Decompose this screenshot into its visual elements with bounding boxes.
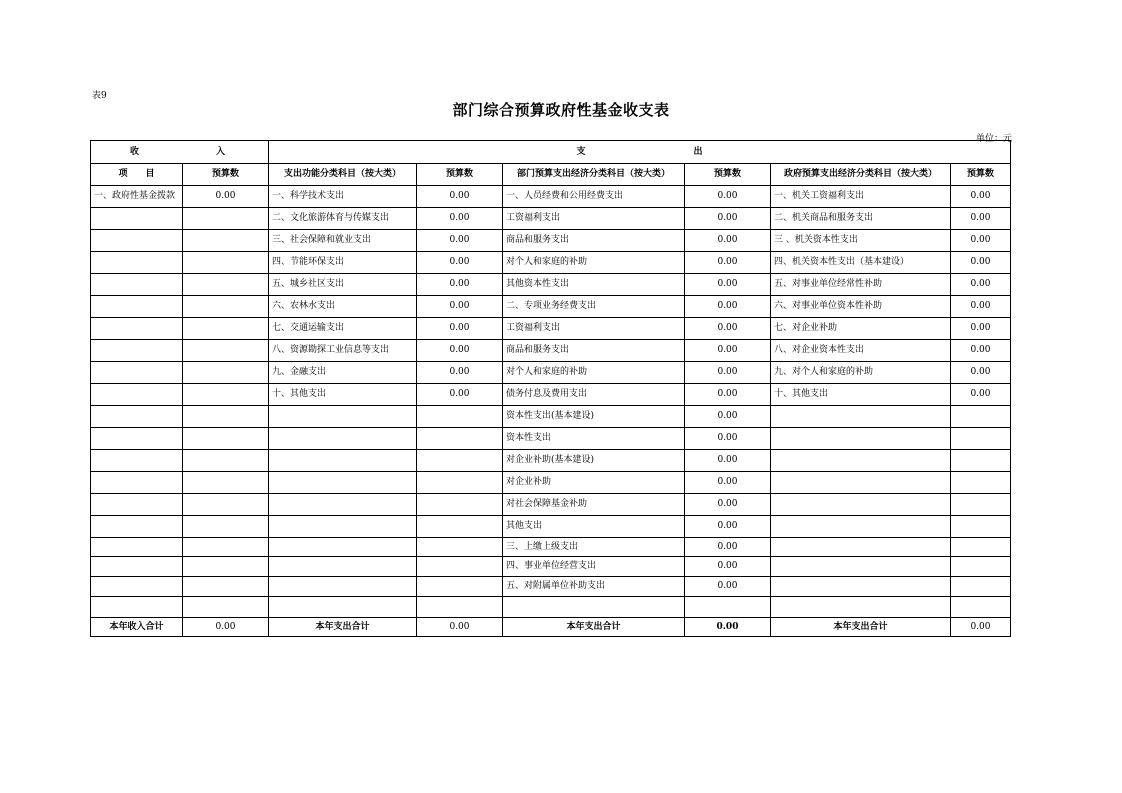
cell-dept-item: 对企业补助(基本建设) (503, 450, 685, 472)
cell-func-item (269, 516, 417, 538)
cell-dept-item: 其他资本性支出 (503, 274, 685, 296)
cell-income-item (91, 384, 183, 406)
cell-dept-item: 债务付息及费用支出 (503, 384, 685, 406)
cell-func-item: 五、城乡社区支出 (269, 274, 417, 296)
cell-dept-budget: 0.00 (685, 450, 771, 472)
cell-dept-budget: 0.00 (685, 318, 771, 340)
expense-header-char-1: 支 (576, 146, 586, 157)
col-header-budget-4: 预算数 (951, 164, 1011, 186)
cell-income-budget (183, 406, 269, 428)
cell-gov-budget: 0.00 (951, 384, 1011, 406)
total-dept-label: 本年支出合计 (503, 618, 685, 637)
cell-gov-budget (951, 538, 1011, 557)
col-header-budget-1: 预算数 (183, 164, 269, 186)
col-header-budget-2: 预算数 (417, 164, 503, 186)
total-income-value: 0.00 (183, 618, 269, 637)
cell-gov-item (771, 494, 951, 516)
cell-income-item (91, 557, 183, 577)
cell-dept-item (503, 597, 685, 618)
cell-income-item (91, 428, 183, 450)
cell-gov-budget: 0.00 (951, 362, 1011, 384)
cell-func-item (269, 472, 417, 494)
cell-func-item: 二、文化旅游体育与传媒支出 (269, 208, 417, 230)
cell-dept-budget: 0.00 (685, 406, 771, 428)
cell-gov-item: 二、机关商品和服务支出 (771, 208, 951, 230)
total-dept-value: 0.00 (685, 618, 771, 637)
table-row (91, 516, 1011, 538)
cell-income-budget (183, 230, 269, 252)
cell-dept-budget: 0.00 (685, 494, 771, 516)
cell-func-budget: 0.00 (417, 230, 503, 252)
cell-func-budget (417, 428, 503, 450)
cell-gov-budget (951, 450, 1011, 472)
cell-func-budget (417, 450, 503, 472)
cell-dept-budget: 0.00 (685, 428, 771, 450)
col-header-gov-economic: 政府预算支出经济分类科目（按大类） (771, 164, 951, 186)
income-header-char-2: 入 (215, 146, 225, 157)
cell-gov-item (771, 406, 951, 428)
cell-income-item (91, 340, 183, 362)
cell-gov-budget (951, 577, 1011, 597)
header-row-group (91, 141, 1011, 164)
table-row (91, 557, 1011, 577)
cell-func-budget: 0.00 (417, 384, 503, 406)
cell-dept-item: 二、专项业务经费支出 (503, 296, 685, 318)
cell-func-budget (417, 494, 503, 516)
cell-func-item (269, 557, 417, 577)
cell-func-item (269, 597, 417, 618)
cell-dept-item: 三、上缴上级支出 (503, 538, 685, 557)
cell-income-item (91, 450, 183, 472)
table-row (91, 428, 1011, 450)
cell-dept-budget: 0.00 (685, 340, 771, 362)
cell-dept-item: 资本性支出(基本建设) (503, 406, 685, 428)
cell-func-item: 四、节能环保支出 (269, 252, 417, 274)
expense-header-char-2: 出 (693, 146, 703, 157)
cell-gov-item (771, 577, 951, 597)
cell-dept-item: 商品和服务支出 (503, 230, 685, 252)
cell-dept-budget: 0.00 (685, 384, 771, 406)
cell-gov-item: 八、对企业资本性支出 (771, 340, 951, 362)
cell-income-budget (183, 208, 269, 230)
cell-income-item (91, 597, 183, 618)
cell-gov-budget: 0.00 (951, 230, 1011, 252)
table-row (91, 340, 1011, 362)
cell-gov-budget (951, 494, 1011, 516)
cell-func-item: 七、交通运输支出 (269, 318, 417, 340)
cell-func-budget: 0.00 (417, 208, 503, 230)
cell-func-item (269, 577, 417, 597)
cell-func-item: 六、农林水支出 (269, 296, 417, 318)
table-row (91, 252, 1011, 274)
cell-func-item: 十、其他支出 (269, 384, 417, 406)
cell-func-item (269, 494, 417, 516)
cell-func-budget: 0.00 (417, 252, 503, 274)
cell-dept-item: 资本性支出 (503, 428, 685, 450)
cell-income-budget (183, 494, 269, 516)
col-header-dept-economic: 部门预算支出经济分类科目（按大类） (503, 164, 685, 186)
income-group-header (91, 141, 269, 164)
cell-gov-item (771, 597, 951, 618)
cell-func-budget: 0.00 (417, 318, 503, 340)
cell-func-budget (417, 538, 503, 557)
cell-gov-budget: 0.00 (951, 318, 1011, 340)
table-row (91, 318, 1011, 340)
cell-gov-item: 六、对事业单位资本性补助 (771, 296, 951, 318)
cell-gov-item: 四、机关资本性支出（基本建设） (771, 252, 951, 274)
table-row (91, 577, 1011, 597)
cell-dept-budget: 0.00 (685, 252, 771, 274)
cell-income-item (91, 318, 183, 340)
cell-income-item (91, 252, 183, 274)
table-number-label: 表9 (92, 91, 107, 101)
cell-income-budget (183, 384, 269, 406)
cell-gov-budget: 0.00 (951, 274, 1011, 296)
cell-func-item (269, 538, 417, 557)
cell-income-budget (183, 296, 269, 318)
cell-gov-budget (951, 557, 1011, 577)
cell-gov-item: 九、对个人和家庭的补助 (771, 362, 951, 384)
cell-gov-budget: 0.00 (951, 252, 1011, 274)
cell-income-budget (183, 252, 269, 274)
cell-dept-item: 一、人员经费和公用经费支出 (503, 186, 685, 208)
cell-gov-budget (951, 472, 1011, 494)
cell-gov-item (771, 557, 951, 577)
cell-func-item (269, 450, 417, 472)
cell-dept-item: 工资福利支出 (503, 318, 685, 340)
cell-income-item (91, 472, 183, 494)
cell-dept-item: 对个人和家庭的补助 (503, 252, 685, 274)
cell-income-item (91, 296, 183, 318)
table-row (91, 597, 1011, 618)
cell-income-budget (183, 557, 269, 577)
cell-gov-budget: 0.00 (951, 340, 1011, 362)
cell-income-budget (183, 362, 269, 384)
cell-gov-item: 七、对企业补助 (771, 318, 951, 340)
cell-dept-budget: 0.00 (685, 557, 771, 577)
cell-dept-budget: 0.00 (685, 296, 771, 318)
cell-gov-item (771, 428, 951, 450)
cell-func-budget: 0.00 (417, 362, 503, 384)
cell-dept-budget: 0.00 (685, 516, 771, 538)
cell-income-item (91, 274, 183, 296)
col-header-function: 支出功能分类科目（按大类） (269, 164, 417, 186)
total-gov-label: 本年支出合计 (771, 618, 951, 637)
cell-gov-budget (951, 428, 1011, 450)
cell-func-item: 一、科学技术支出 (269, 186, 417, 208)
table-row (91, 538, 1011, 557)
cell-income-budget (183, 538, 269, 557)
total-func-label: 本年支出合计 (269, 618, 417, 637)
cell-func-item: 九、金融支出 (269, 362, 417, 384)
cell-gov-budget (951, 597, 1011, 618)
cell-func-budget (417, 597, 503, 618)
cell-dept-item: 五、对附属单位补助支出 (503, 577, 685, 597)
table-row (91, 384, 1011, 406)
table-row (91, 450, 1011, 472)
total-func-value: 0.00 (417, 618, 503, 637)
table-row (91, 472, 1011, 494)
cell-dept-item: 对社会保障基金补助 (503, 494, 685, 516)
cell-income-item (91, 406, 183, 428)
cell-dept-budget: 0.00 (685, 538, 771, 557)
income-header-char-1: 收 (130, 146, 140, 157)
cell-dept-item: 对企业补助 (503, 472, 685, 494)
cell-dept-budget: 0.00 (685, 186, 771, 208)
table-row (91, 186, 1011, 208)
cell-gov-item (771, 472, 951, 494)
cell-income-item (91, 362, 183, 384)
cell-dept-budget: 0.00 (685, 472, 771, 494)
cell-gov-budget: 0.00 (951, 208, 1011, 230)
header-row-columns (91, 164, 1011, 186)
cell-income-budget (183, 428, 269, 450)
cell-income-item (91, 208, 183, 230)
cell-income-budget (183, 340, 269, 362)
cell-dept-budget: 0.00 (685, 274, 771, 296)
cell-dept-item: 对个人和家庭的补助 (503, 362, 685, 384)
total-row (91, 618, 1011, 637)
cell-func-budget: 0.00 (417, 340, 503, 362)
page-title: 部门综合预算政府性基金收支表 (452, 101, 670, 119)
cell-income-item (91, 516, 183, 538)
col-header-item: 项 目 (91, 164, 183, 186)
cell-dept-item: 工资福利支出 (503, 208, 685, 230)
cell-gov-item: 五、对事业单位经常性补助 (771, 274, 951, 296)
cell-dept-budget (685, 597, 771, 618)
table-row (91, 208, 1011, 230)
cell-func-budget (417, 577, 503, 597)
cell-income-budget (183, 450, 269, 472)
cell-gov-item (771, 450, 951, 472)
cell-dept-budget: 0.00 (685, 208, 771, 230)
cell-dept-budget: 0.00 (685, 230, 771, 252)
cell-func-budget (417, 516, 503, 538)
cell-income-budget (183, 318, 269, 340)
cell-func-budget (417, 557, 503, 577)
table-row (91, 494, 1011, 516)
cell-income-budget (183, 274, 269, 296)
cell-func-item (269, 406, 417, 428)
cell-income-item: 一、政府性基金拨款 (91, 186, 183, 208)
cell-income-budget: 0.00 (183, 186, 269, 208)
cell-income-item (91, 230, 183, 252)
expense-group-header (269, 141, 1011, 164)
cell-income-budget (183, 577, 269, 597)
cell-gov-item (771, 516, 951, 538)
cell-func-budget: 0.00 (417, 186, 503, 208)
table-row (91, 230, 1011, 252)
cell-func-budget: 0.00 (417, 296, 503, 318)
cell-gov-item: 三 、机关资本性支出 (771, 230, 951, 252)
cell-income-budget (183, 516, 269, 538)
cell-gov-budget (951, 516, 1011, 538)
cell-func-item: 八、资源勘探工业信息等支出 (269, 340, 417, 362)
budget-table (90, 140, 1011, 637)
table-row (91, 296, 1011, 318)
cell-gov-budget (951, 406, 1011, 428)
table-row (91, 406, 1011, 428)
cell-func-budget (417, 472, 503, 494)
table-row (91, 362, 1011, 384)
col-header-budget-3: 预算数 (685, 164, 771, 186)
cell-gov-budget: 0.00 (951, 186, 1011, 208)
cell-func-item: 三、社会保障和就业支出 (269, 230, 417, 252)
cell-dept-item: 商品和服务支出 (503, 340, 685, 362)
cell-func-budget: 0.00 (417, 274, 503, 296)
cell-dept-budget: 0.00 (685, 362, 771, 384)
cell-income-item (91, 577, 183, 597)
cell-dept-item: 四、事业单位经营支出 (503, 557, 685, 577)
cell-gov-item: 一、机关工资福利支出 (771, 186, 951, 208)
cell-func-item (269, 428, 417, 450)
cell-income-item (91, 494, 183, 516)
cell-income-budget (183, 472, 269, 494)
cell-func-budget (417, 406, 503, 428)
cell-gov-item: 十、其他支出 (771, 384, 951, 406)
cell-gov-item (771, 538, 951, 557)
unit-label: 单位：元 (976, 134, 1013, 144)
total-income-label: 本年收入合计 (91, 618, 183, 637)
cell-dept-budget: 0.00 (685, 577, 771, 597)
table-row (91, 274, 1011, 296)
total-gov-value: 0.00 (951, 618, 1011, 637)
cell-income-item (91, 538, 183, 557)
cell-dept-item: 其他支出 (503, 516, 685, 538)
cell-income-budget (183, 597, 269, 618)
cell-gov-budget: 0.00 (951, 296, 1011, 318)
